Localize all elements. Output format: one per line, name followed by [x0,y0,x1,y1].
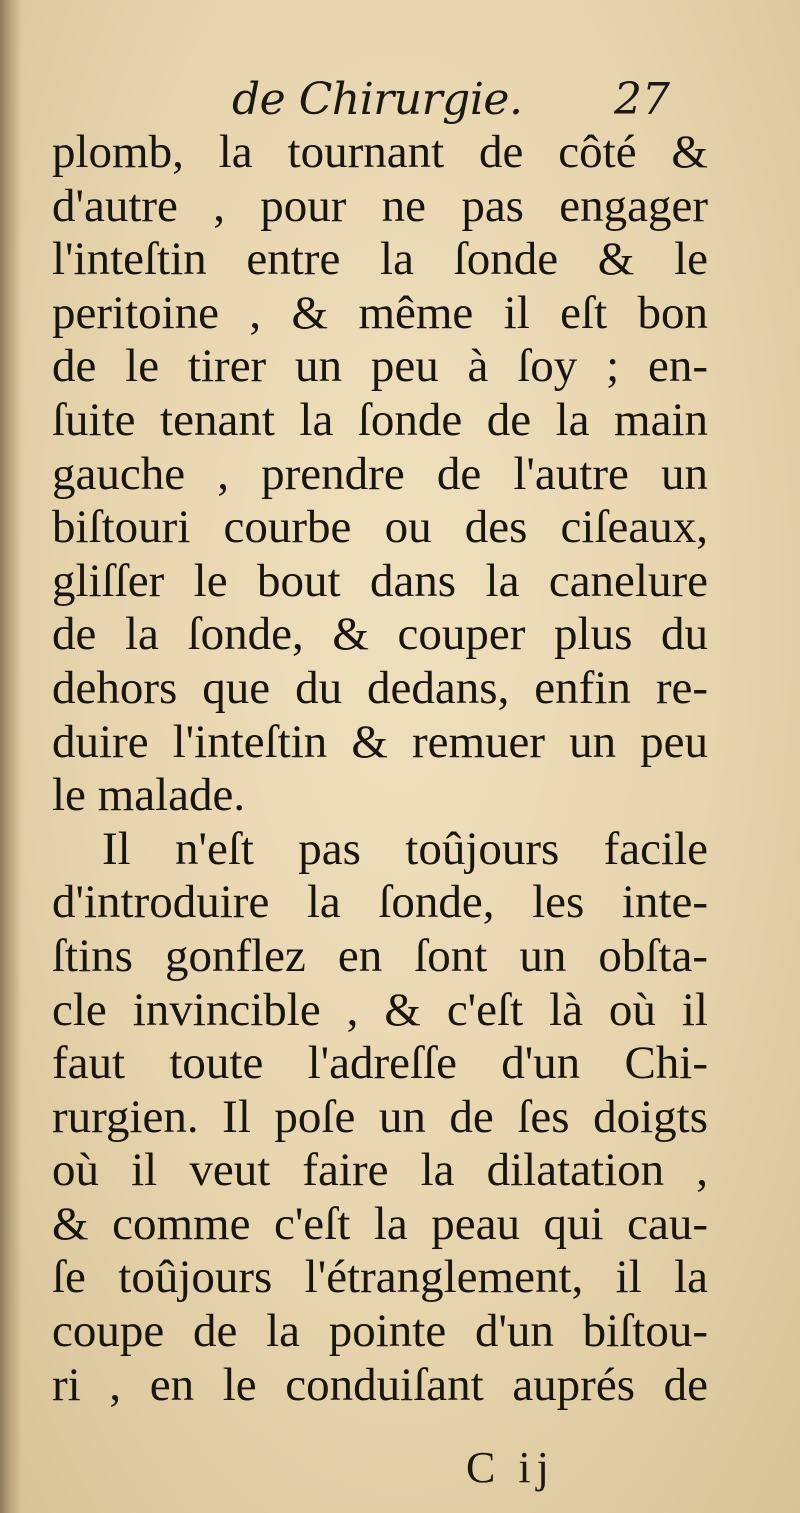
text-line: l'inteſtin entre la ſonde & le [52,233,708,286]
text-line: gauche , prendre de l'autre un [52,447,708,500]
text-line: biſtouri courbe ou des ciſeaux, [52,501,708,554]
text-line: de la ſonde, & couper plus du [52,608,708,661]
text-line: le malade. [52,769,246,822]
text-line: d'autre , pour ne pas engager [52,179,708,232]
text-line: ſuite tenant la ſonde de la main [52,393,708,446]
text-line: Il n'eſt pas toûjours facile [102,822,708,875]
text-line: & comme c'eſt la peau qui cau- [52,1197,708,1250]
text-line: dehors que du dedans, enfin re- [52,661,708,714]
text-line: où il veut faire la dilatation , [52,1144,708,1197]
page-number: 27 [614,74,670,125]
text-line: duire l'inteſtin & remuer un peu [52,715,708,768]
text-line: coupe de la pointe d'un biſtou- [52,1305,708,1358]
page-header [0,72,800,132]
text-line: faut toute l'adreſſe d'un Chi- [52,1037,708,1090]
text-line: peritoine , & même il eſt bon [52,286,708,339]
page-binding-shadow [0,0,22,1513]
text-line: ſe toûjours l'étranglement, il la [52,1251,708,1304]
text-line: d'introduire la ſonde, les inte- [52,876,708,929]
text-line: de le tirer un peu à ſoy ; en- [52,340,708,393]
paragraph-1 [52,126,708,823]
signature-mark: C ij [466,1443,555,1492]
body-text [52,126,708,1412]
text-line: gliſſer le bout dans la canelure [52,554,708,607]
running-title: de Chirurgie. [232,74,523,125]
text-line: cle invincible , & c'eſt là où il [52,983,708,1036]
paragraph-2 [52,823,708,1413]
text-line: ri , en le conduiſant auprés de [52,1358,708,1411]
text-line: rurgien. Il poſe un de ſes doigts [52,1090,708,1143]
text-line: ſtins gonflez en ſont un obſta- [52,929,708,982]
text-line: plomb, la tournant de côté & [52,126,708,178]
